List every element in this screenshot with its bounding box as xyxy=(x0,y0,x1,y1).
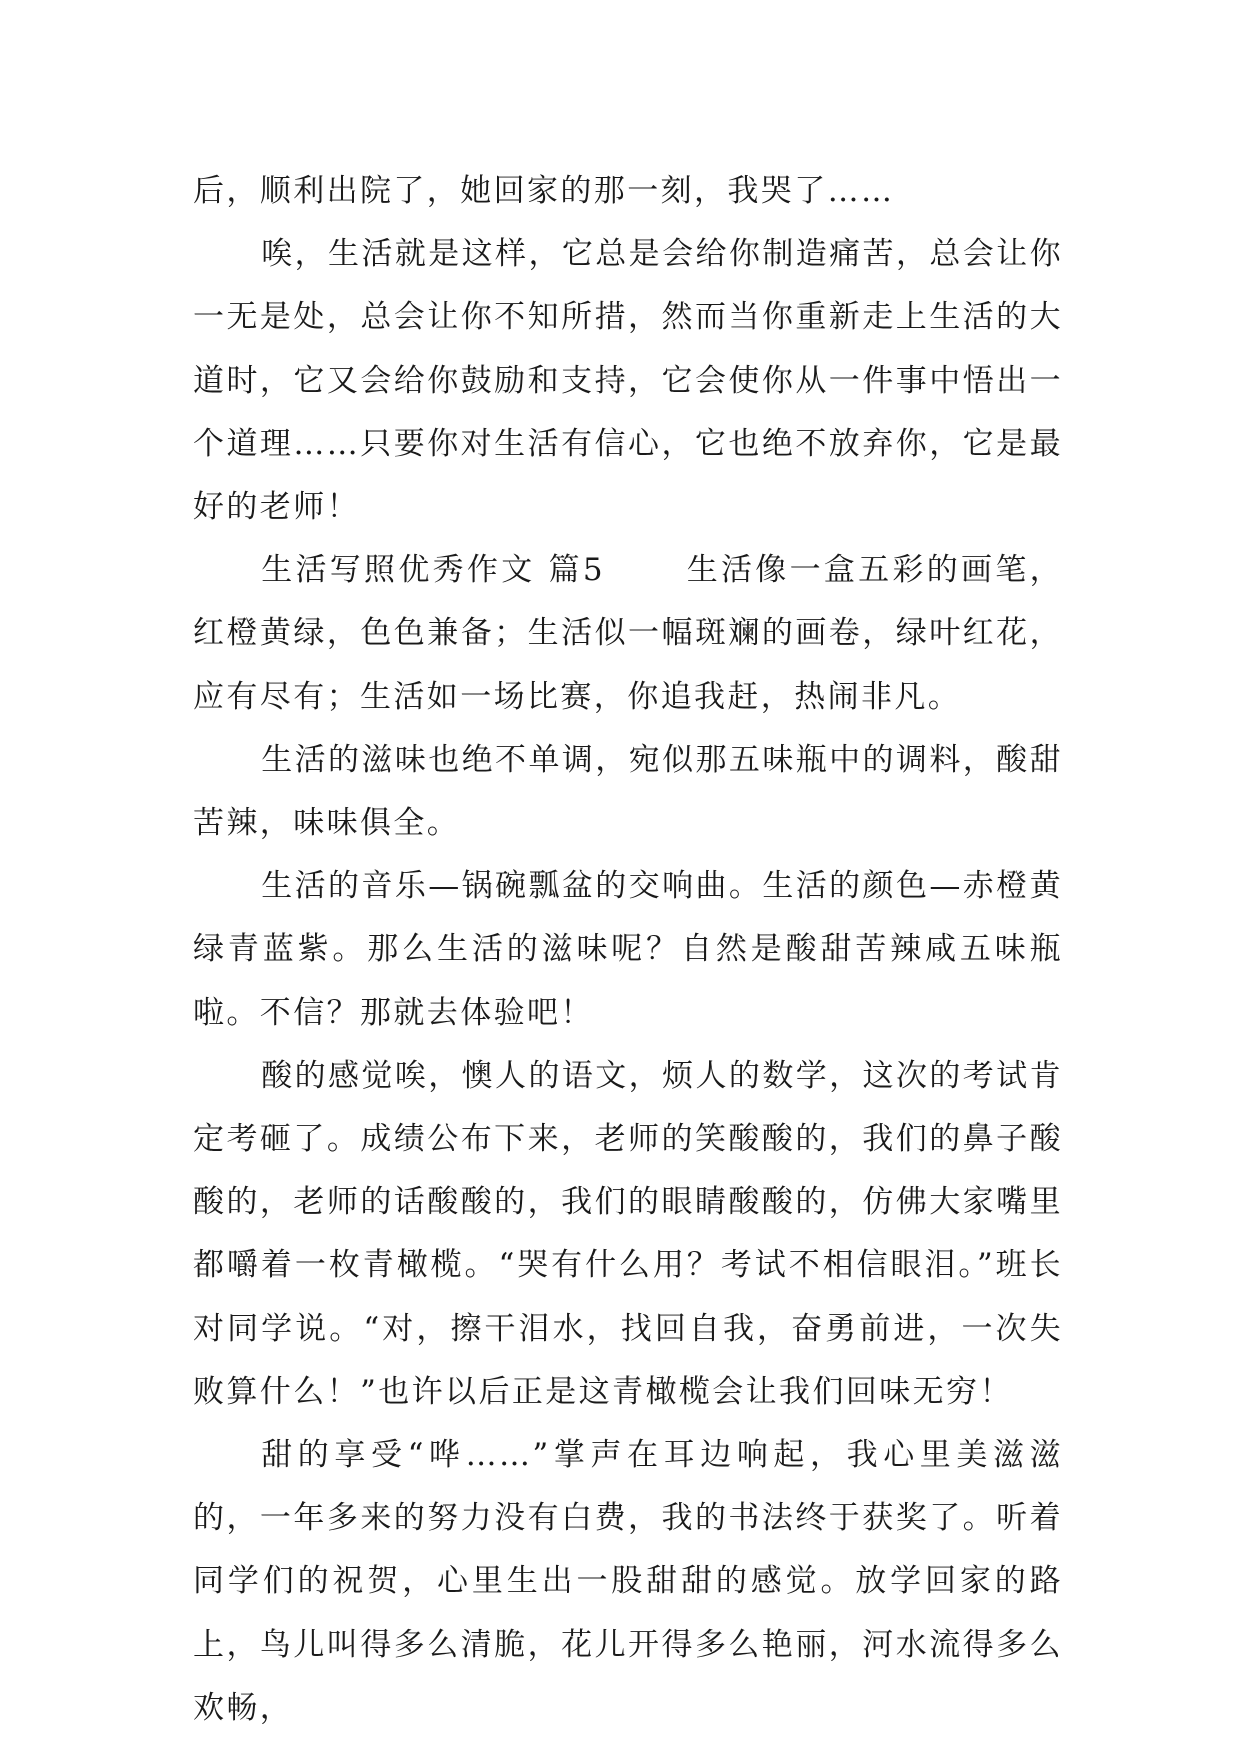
paragraph-flavors: 生活的滋味也绝不单调，宛似那五味瓶中的调料，酸甜苦辣，味味俱全。 xyxy=(193,741,1063,842)
paragraph-continuation: 后，顺利出院了，她回家的那一刻，我哭了…… xyxy=(193,173,895,209)
paragraph-sweet: 甜的享受“哗……”掌声在耳边响起，我心里美滋滋的，一年多来的努力没有白费，我的书法终于获奖了。听着同学们的祝贺，心里生出一股甜甜的感觉。放学回家的路上，鸟儿叫得多么清脆，花儿开得多么艳丽，河水流得多么欢畅， xyxy=(193,1437,1063,1726)
paragraph-sour: 酸的感觉唉，懊人的语文，烦人的数学，这次的考试肯定考砸了。成绩公布下来，老师的笑酸酸的，我们的鼻子酸酸的，老师的话酸酸的，我们的眼睛酸酸的，仿佛大家嘴里都嚼着一枚青橄榄。“哭有什么用？考试不相信眼泪。”班长对同学说。“对，擦干泪水，找回自我，奋勇前进，一次失败算什么！”也许以后正是这青橄榄会让我们回味无穷！ xyxy=(193,1057,1063,1410)
document-body xyxy=(193,160,1063,1740)
paragraph-life-teacher: 唉，生活就是这样，它总是会给你制造痛苦，总会让你一无是处，总会让你不知所措，然而当你重新走上生活的大道时，它又会给你鼓励和支持，它会使你从一件事中悟出一个道理……只要你对生活有信心，它也绝不放弃你，它是最好的老师！ xyxy=(193,236,1063,526)
paragraph-essay-5-intro: 生活写照优秀作文 篇5 生活像一盒五彩的画笔，红橙黄绿，色色兼备；生活似一幅斑斓的画卷，绿叶红花，应有尽有；生活如一场比赛，你追我赶，热闹非凡。 xyxy=(193,552,1063,715)
paragraph-music-colors: 生活的音乐—锅碗瓢盆的交响曲。生活的颜色—赤橙黄绿青蓝紫。那么生活的滋味呢？自然是酸甜苦辣咸五味瓶啦。不信？那就去体验吧！ xyxy=(193,868,1063,1031)
